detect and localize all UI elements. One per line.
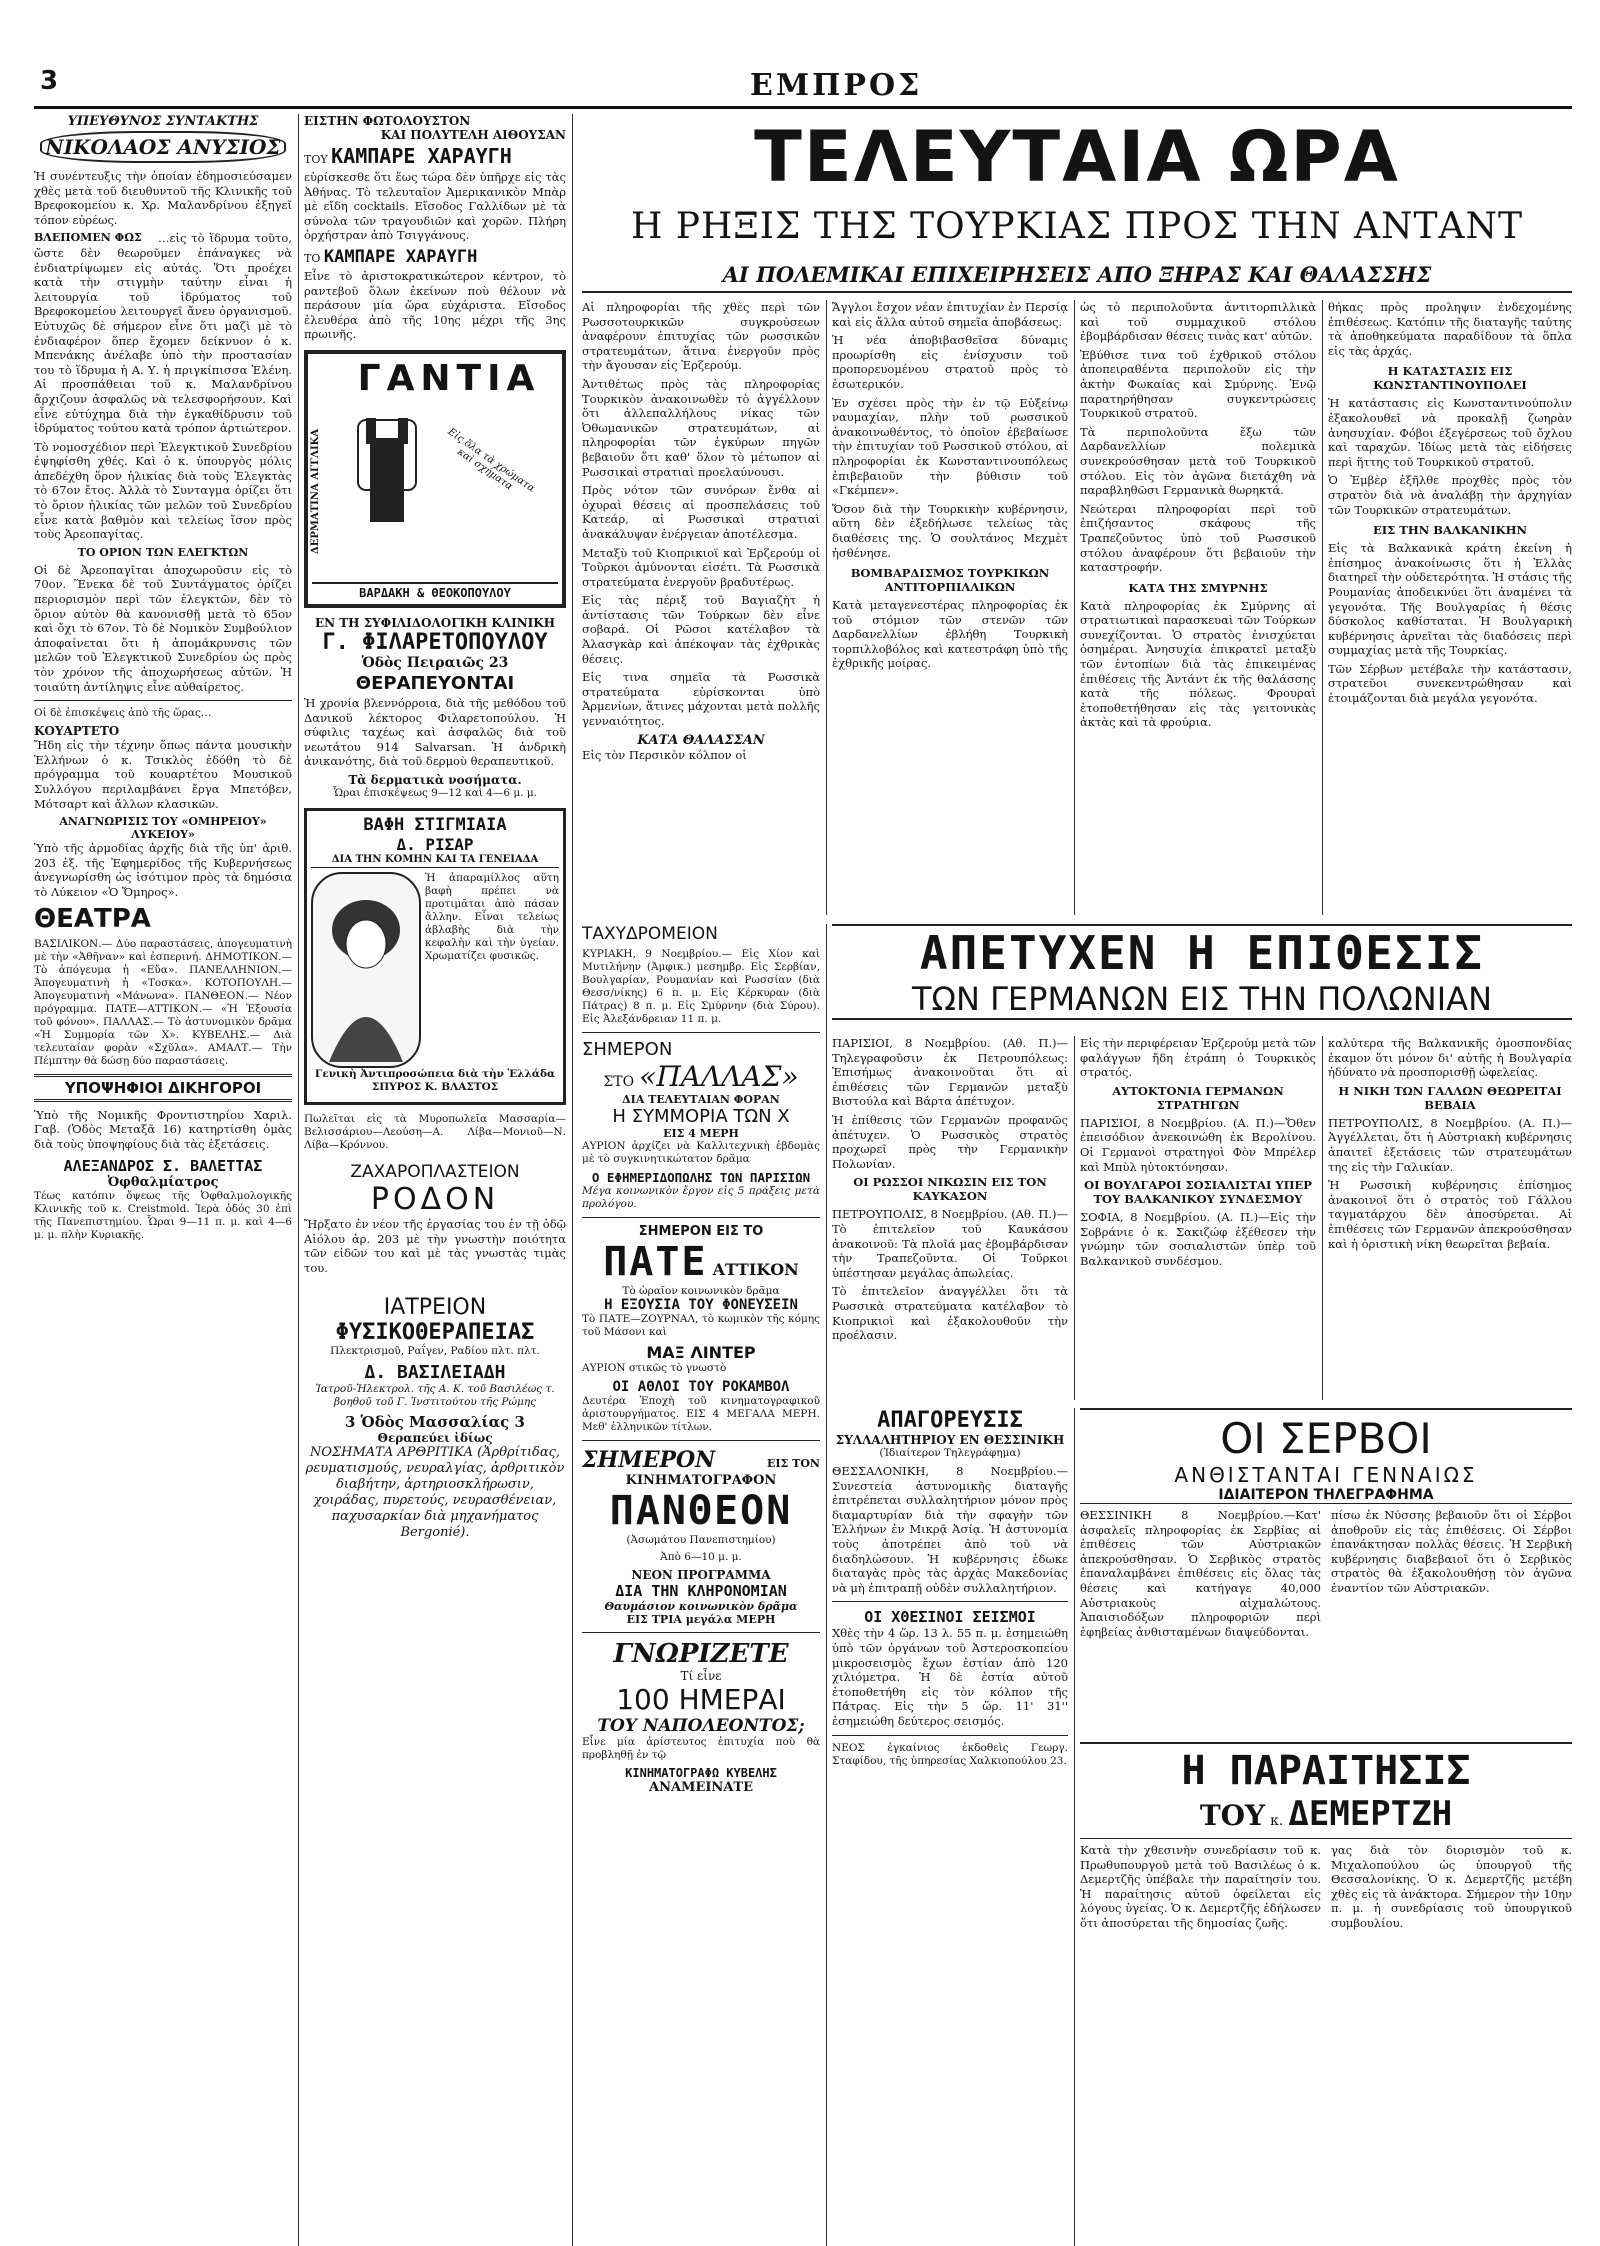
article-paragraph: πίσω ἐκ Νύσσης βεβαιοῦν ὅτι οἱ Σέρβοι ἀποθροῦν εἰς τὰς ἐπιθέσεις. Οἱ Σέρβοι ἐπανάκτησαν πολλὰς θέσεις. Ἡ Σερβικὴ κυβέρνησις διαβεβαιοῖ ὅτι ὁ Σερβικὸς στρατὸς θὰ ἐξακολουθήσῃ τὸν ἀγῶνα ἐναντίον τῶν Αὐστριακῶν. <box>1331 1508 1572 1595</box>
column-1 <box>34 114 292 2246</box>
clinic-electric: Τὰ δερματικὰ νοσήματα. <box>348 772 522 787</box>
napoleon-ad <box>582 1639 820 1795</box>
article-paragraph: Ἐν σχέσει πρὸς τὴν ἐν τῷ Εὐξείνῳ ναυμαχίαν, πλὴν τοῦ ρωσσικοῦ ἀνακοινωθέντος, τὸ ὁποῖον ἐβεβαίωσε τὴν ἐπιτυχίαν τοῦ Ρωσσικοῦ στόλου, αἱ πληροφορίαι ἐκ Κωνσταντινουπόλεως ἐπιβεβαιοῦν τὴν βύθισιν τοῦ «Γκέμπεν». <box>832 395 1068 498</box>
pantheon-program: ΝΕΟΝ ΠΡΟΓΡΑΜΜΑ <box>631 1568 771 1582</box>
resign-name-line <box>1080 1794 1572 1834</box>
pantheon-type: ΚΙΝΗΜΑΤΟΓΡΑΦΟΝ <box>625 1473 777 1488</box>
article-paragraph: Τὸ νομοσχέδιον περὶ Ἐλεγκτικοῦ Συνεδρίου ἐψηφίσθη χθές. Καὶ ὁ κ. ὑπουργὸς μόλις ἀπεδέχθη ὅρον ἡλικίας διὰ τοὺς Ἐλεγκτὰς τὸ 67ον ἔτος. Ἀλλὰ τὸ Συνταγμα ὁρίζει ὅτι τὸ ὅριον ἡλικίας τῶν μελῶν τοῦ Συνεδρίου εἶνε κατὰ βαθμὸν καὶ τελείως ἴσον πρὸς τοὺς Ἀρεοπαγίτας. <box>34 439 292 542</box>
section-heading: ΚΑΤΑ ΤΗΣ ΣΜΥΡΝΗΣ <box>1128 580 1268 595</box>
article-paragraph: Κατὰ πληροφορίας ἐκ Σμύρνης αἱ στρατιωτικαὶ παρασκευαὶ τῶν Τούρκων συνεχίζονται. Ὁ στρατὸς ἐνισχύεται ὁσημέραι. Ἀνησυχία ἐπικρατεῖ μεταξὺ τῶν ἐντοπίων διὰ τὰς ἐπικειμένας ἐπιθέσεις τῆς Ἀντάντ ἐκ τῆς θαλάσσης κατὰ τῆς πόλεως. Φρουραὶ ἐτοποθετήθησαν εἰς τὰς γειτονικὰς ἀκτὰς καὶ τὰ φρούρια. <box>1080 598 1316 730</box>
section-heading: ΟΙ ΒΟΥΛΓΑΡΟΙ ΣΟΣΙΑΛΙΣΤΑΙ ΥΠΕΡ ΤΟΥ ΒΑΛΚΑΝΙΚΟΥ ΣΥΝΔΕΣΜΟΥ <box>1084 1178 1312 1207</box>
cafe-name: ΡΟΔΟΝ <box>370 1181 500 1217</box>
column-divider <box>826 300 827 915</box>
candidates-heading: ΥΠΟΨΗΦΙΟΙ ΔΙΚΗΓΟΡΟΙ <box>34 1074 292 1102</box>
column-divider <box>1074 1036 1075 1400</box>
section-heading: ΑΥΤΟΚΤΟΝΙΑ ΓΕΡΜΑΝΩΝ ΣΤΡΑΤΗΓΩΝ <box>1112 1083 1284 1112</box>
side-heading: ΤΟ ΟΡΙΟΝ ΤΩΝ ΕΛΕΓΚΤΩΝ <box>77 545 249 559</box>
pallas-tomorrow: ΑΥΡΙΟΝ ἀρχίζει νὰ Καλλιτεχνικὴ ἐβδομὰς μὲ τὸ συγκινητικώτατον δρᾶμα <box>582 1140 820 1165</box>
serbs-columns <box>1080 1508 1572 1643</box>
quake-title: ΟΙ ΧΘΕΣΙΝΟΙ ΣΕΙΣΜΟΙ <box>864 1608 1036 1627</box>
physio-doctor: Δ. ΒΑΣΙΛΕΙΑΔΗ <box>364 1362 506 1384</box>
physio-list: ΝΟΣΗΜΑΤΑ ΑΡΘΡΙΤΙΚΑ (Ἀρθρίτιδας, ρευματισμούς, νευραλγίας, ἀρθριτικὸν διαβήτην, ἀρτηριοσκλήρωσιν, χοιράδας, πυρετούς, νευρασθένειαν, παχυσαρκίαν διὰ μηχανήματος Bergonié). <box>305 1445 565 1541</box>
divider <box>582 1632 820 1633</box>
pate-today: ΣΗΜΕΡΟΝ ΕΙΣ ΤΟ <box>638 1224 764 1239</box>
section-heading: ΚΟΥΑΡΤΕΤΟ <box>34 724 120 739</box>
pate-name-line <box>582 1239 820 1285</box>
cabaret-text: Εἶνε τὸ ἀριστοκρατικώτερον κέντρον, τὸ ραντεβοῦ ὅλων ἐκείνων ποὺ θέλουν νὰ περάσουν μία ὥρα εὐχάριστα. Εἴσοδος ἐλευθέρα ἀπὸ τῆς 10ης μέχρι τῆς 3ης πρωινῆς. <box>304 268 566 342</box>
pantheon-name: ΠΑΝΘΕΟΝ <box>609 1488 793 1534</box>
napoleon-footer2: ΑΝΑΜΕΙΝΑΤΕ <box>649 1780 753 1795</box>
cabaret-name: ΚΑΜΠΑΡΕ ΧΑΡΑΥΓΗ <box>323 246 478 267</box>
article-paragraph: ὡς τὸ περιπολοῦντα ἀντιτορπιλλικὰ καὶ τοῦ συμμαχικοῦ στόλου ἐβομβάρδισαν θέσεις τινὰς κατ' αὐτῶν. <box>1080 300 1316 344</box>
napoleon-title: ΓΝΩΡΙΖΕΤΕ <box>613 1639 789 1669</box>
pantheon-today: ΣΗΜΕΡΟΝ <box>582 1447 716 1473</box>
resign-initial: κ. <box>1270 1813 1284 1829</box>
napoleon-big: 100 ΗΜΕΡΑΙ <box>616 1683 786 1716</box>
pantheon-hours: Ἀπὸ 6—10 μ. μ. <box>660 1551 742 1563</box>
banner-headline: Η ΡΗΞΙΣ ΤΗΣ ΤΟΥΡΚΙΑΣ ΠΡΟΣ ΤΗΝ ΑΝΤΑΝΤ <box>630 206 1524 247</box>
apotyxen-line1: ΑΠΕΤΥΧΕΝ Η ΕΠΙΘΕΣΙΣ <box>919 926 1485 980</box>
column-3 <box>582 300 820 915</box>
pallas-prefix: ΣΤΟ <box>603 1074 635 1090</box>
article-paragraph: Ἐβύθισε τινα τοῦ ἐχθρικοῦ στόλου ἀποπειραθέντα περιπολοῦν εἰς τὴν ἀκτὴν Φωκαίας καὶ Σμύρνης. Ἐνῷ παρατηρήθησαν συγκεντρώσεις Τουρκικοῦ στρατοῦ. <box>1080 347 1316 421</box>
quake-text: Χθὲς τὴν 4 ὥρ. 13 λ. 55 π. μ. ἐσημειώθη ὑπὸ τῶν ὀργάνων τοῦ Ἀστεροσκοπείου μικροσεισμὸς ἔχων ἐστίαν ἀπὸ 120 χιλιόμετρα. Ἡ δὲ ἐστία αὐτοῦ ἐτοποθετήθη εἰς τὸν κόλπον τῆς Πάτρας. Εἰς τὴν 5 ὥρ. 11' 31'' ἐσημειώθη δεύτερος σεισμός. <box>832 1626 1068 1728</box>
cafe-title: ΖΑΧΑΡΟΠΛΑΣΤΕΙΟΝ <box>350 1161 520 1182</box>
column-divider <box>572 114 573 2246</box>
dye-footer: Γενικὴ Ἀντιπροσώπεια διὰ τὴν Ἑλλάδα ΣΠΥΡΟΣ Κ. ΒΛΑΣΤΟΣ <box>314 1067 556 1093</box>
pantheon-parts: ΕΙΣ ΤΡΙΑ μεγάλα ΜΕΡΗ <box>626 1613 776 1626</box>
editor-label: ΥΠΕΥΘΥΝΟΣ ΣΥΝΤΑΚΤΗΣ <box>67 114 259 129</box>
section-heading: Η ΚΑΤΑΣΤΑΣΙΣ ΕΙΣ ΚΩΝΣΤΑΝΤΙΝΟΥΠΟΛΕΙ <box>1373 364 1527 393</box>
column-5 <box>1080 300 1316 915</box>
clinic-address: Ὁδὸς Πειραιῶς 23 <box>361 654 509 671</box>
resign-subtitle: ΤΟΥ <box>1199 1799 1266 1832</box>
pate-max: ΜΑΞ ΛΙΝΤΕΡ <box>646 1343 756 1362</box>
article-paragraph: Εἰς τὰς πέριξ τοῦ Βαγιαζὴτ ἡ ἀντίστασις τῶν Τούρκων δὲν εἶνε σοβαρά. Οἱ Ρῶσοι κατέλαβον τὰ Ἀλασγκὰρ καὶ ἀπέκοψαν τὰς ἐχθρικὰς θέσεις. <box>582 593 820 666</box>
article-paragraph: Κατὰ τὴν χθεσινὴν συνεδρίασιν τοῦ κ. Πρωθυπουργοῦ μετὰ τοῦ Βασιλέως ὁ κ. Δεμερτζῆς ὑπέβαλε τὴν παραίτησίν του. Ἡ παραίτησις αὐτοῦ ὀφείλεται εἰς λόγους ὑγείας. Ὁ κ. Δεμερτζῆς ἐδήλωσεν ὅτι ἀποσύρεται τῆς δημοσίας ζωῆς. <box>1080 1843 1321 1930</box>
column-divider <box>1322 300 1323 915</box>
serbs-section <box>1080 1408 1572 1643</box>
clinic-name: Γ. ΦΙΛΑΡΕΤΟΠΟΥΛΟΥ <box>322 629 548 655</box>
article-paragraph: Οἱ δὲ Ἀρεοπαγῖται ἀποχωροῦσιν εἰς τὸ 70ον. Ἕνεκα δὲ τοῦ Συντάγματος ὁρίζει περιορισμὸν περὶ τῶν ἐλεγκτῶν, δὲν τὸ ὅριον αὐτὸν θὰ κανονισθῇ μετὰ τὸ 65ον καὶ ὄχι τὸ 67ον. Τὸ δὲ Νομικὸν Συμβούλιον ἀποφαίνεται ὅτι ἡ ἀπομάκρυνσις τῶν μελῶν τοῦ Ἐλεγκτικοῦ Συνεδρίου ὡς πρὸς τὸν χρόνον τῆς ἀποχωρήσεως αὐτῶν. Ἡ τοιαύτη ἀντίληψις εἶνε αὐθαίρετος. <box>34 562 292 694</box>
divider <box>582 1032 820 1033</box>
bottom-left-news <box>832 1408 1068 2246</box>
pate-name: ΠΑΤΕ <box>603 1239 708 1285</box>
article-paragraph: ΠΑΡΙΣΙΟΙ, 8 Νοεμβρίου. (Αθ. Π.)—Τηλεγραφοῦσιν ἐκ Πετρουπόλεως: Ἐπισήμως ἀνακοινοῦται ὅτι αἱ ἐπιθέσεις τῶν Γερμανῶν μεταξὺ Βιστούλα καὶ Βάρτα ἀπέτυχον. <box>832 1036 1068 1109</box>
physio-cures-label: Θεραπεύει ἰδίως <box>377 1431 493 1446</box>
ban-title: ΑΠΑΓΟΡΕΥΣΙΣ <box>877 1408 1023 1433</box>
dye-body <box>311 872 559 1068</box>
section-heading: ΟΙ ΡΩΣΣΟΙ ΝΙΚΩΣΙΝ ΕΙΣ ΤΟΝ ΚΑΥΚΑΣΟΝ <box>853 1175 1047 1204</box>
column-divider <box>1074 300 1075 915</box>
gloves-curve-text: Εἰς ὅλα τὰ χρώματα καὶ σχήματα <box>445 426 537 495</box>
column-5b <box>1080 1036 1316 1400</box>
clinic-hours: Ὧραι ἐπισκέψεως 9—12 καὶ 4—6 μ. μ. <box>332 786 538 799</box>
article-paragraph: Εἰς τὰ Βαλκανικὰ κράτη ἐκείνη ἡ ἐπίσημος ἀνακοίνωσις ὅτι ἡ Ἑλλὰς διατηρεῖ τὴν οὐδετερότητα. Ἡ στάσις τῆς Ρουμανίας ἀποδεικνύει ὅτι ἀναμένει τὰ γεγονότα. Τῆς Βουλγαρίας ἡ θέσις δύσκολος καθίσταται. Ἡ Βουλγαρικὴ κυβέρνησις ἀρνεῖται τὰς διαδόσεις περὶ συμμαχίας μετὰ τῆς Τουρκίας. <box>1328 541 1572 658</box>
article-paragraph: Εἰς τὸν Περσικὸν κόλπον οἱ <box>582 747 747 762</box>
theatres-heading: ΘΕΑΤΡΑ <box>34 903 151 934</box>
divider <box>582 1217 820 1218</box>
article-paragraph: Πρὸς νότον τῶν συνόρων ἔνθα αἱ ὀχυραὶ θέσεις αἱ προσπελάσεις τοῦ Κατεάρ, αἱ Ρωσσικαὶ στρατιαὶ ἀνακάλυψαν ἐνέργειαν ἀποτέλεσμα. <box>582 483 820 541</box>
cabaret-name-line-2 <box>304 247 566 267</box>
banner-title: ΤΕΛΕΥΤΑΙΑ ΩΡΑ <box>754 116 1400 198</box>
article-paragraph: Ἀντιθέτως πρὸς τὰς πληροφορίας Τουρκικὸν ἀνακοινωθὲν τὸ ἀγγέλλουν ὅτι ἀλλεπαλλήλους νίκας τῶν Ὀθωμανικῶν στρατευμάτων, αἱ πληροφορίαι τῶν ἐγκύρων πηγῶν βεβαιοῦν ὅτι καθ' ὅλον τὸ μέτωπον αἱ Ρωσσικαὶ στρατιαὶ προελαύνουσι. <box>582 376 820 479</box>
cabaret-label: ΕΙΣΤΗΝ ΦΩΤΟΛΟΥΣΤΟΝ <box>304 114 471 128</box>
banner-subhead: ΑΙ ΠΟΛΕΜΙΚΑΙ ΕΠΙΧΕΙΡΗΣΕΙΣ ΑΠΟ ΞΗΡΑΣ ΚΑΙ ΘΑΛΑΣΣΗΣ <box>582 262 1572 293</box>
article-paragraph: θήκας πρὸς προληψιν ἐνδεχομένης ἐπιθέσεως. Κατόπιν τῆς διαταγῆς ταύτης τὰ ἀποθηκεύματα παραδίδουν τὰ ὅπλα εἰς τὰς ἀρχάς. <box>1328 300 1572 358</box>
quake-footer: ΝΕΟΣ ἐγκαίνιος ἐκδοθεὶς Γεωργ. Σταφίδου, τῆς ὑπηρεσίας Χαλκιοπούλου 23. <box>832 1741 1068 1767</box>
gloves-side: ΔΕΡΜΑΤΙΝΑ ΑΓΓΛΙΚΑ <box>310 428 321 554</box>
ban-source: (Ἰδιαίτερον Τηλεγράφημα) <box>879 1447 1021 1459</box>
article-paragraph: ΠΕΤΡΟΥΠΟΛΙΣ, 8 Νοεμβρίου. (Α. Π.)—Ἀγγέλλεται, ὅτι ἡ Αὐστριακὴ κυβέρνησις ἀπαιτεῖ ἐξετάσεις τῶν στρατευμάτων της εἰς τὴν Γαλικίαν. <box>1328 1115 1572 1174</box>
article-paragraph: καλύτερα τῆς Βαλκανικῆς ὁμοσπονδίας ἐκαμον ὅτι μόνον δι' αὐτῆς ἡ Βουλγαρία ἠδύνατο νὰ προσπορισθῇ ὠφελείας. <box>1328 1036 1572 1080</box>
pate-film2: ΟΙ ΑΘΛΟΙ ΤΟΥ ΡΟΚΑΜΒΟΛ <box>612 1379 790 1395</box>
column-2 <box>304 114 566 2246</box>
dye-text: Ἡ ἀπαραμίλλος αὕτη βαφὴ πρέπει νὰ προτιμᾶται ἀπὸ πάσαν ἄλλην. Εἶναι τελείως ἀβλαβὴς διὰ τὴν κεφαλὴν καὶ τὴν ὑγείαν. Χρωματίζει φυσικῶς. <box>425 871 559 962</box>
entertainment-column <box>582 924 820 2246</box>
column-divider <box>1074 1408 1075 2246</box>
gloves-footer: ΒΑΡΔΑΚΗ & ΘΕΟΚΟΠΟΥΛΟΥ <box>312 582 558 600</box>
clinic-text: Ἡ χρονία βλεννόρροια, διὰ τῆς μεθόδου τοῦ Δανικοῦ λέκτορος Φιλαρετοπούλου. Ἡ σύφιλις ταχέως καὶ ἀσφαλῶς διὰ τοῦ νεωτάτου 914 Salvarsan. Ἡ ἀνδρικὴ ἀνικανότης, διὰ τοῦ δερμοὺ θεραπευτικοῦ. <box>304 695 566 769</box>
pallas-today: ΣΗΜΕΡΟΝ <box>582 1039 673 1060</box>
pate-film2-desc: Δευτέρα Ἐποχὴ τοῦ κινηματογραφικοῦ ἀριστουργήματος. ΕΙΣ 4 ΜΕΓΑΛΑ ΜΕΡΗ. Μεθ' ἑλληνικῶν τίτλων. <box>582 1395 820 1433</box>
valettas-text: Τέως κατόπιν ὄψεως τῆς Ὀφθαλμολογικῆς Κλινικῆς τοῦ κ. Creistmold. Ἱερὰ ὁδός 30 ἐπὶ τῆς Πανεπιστημίου. Ὧραι 9—11 π. μ. καὶ 4—6 μ. μ. πλὴν Κυριακῆς. <box>34 1190 292 1242</box>
section-heading: ΚΑΤΑ ΘΑΛΑΣΣΑΝ <box>637 732 765 748</box>
napoleon-sub2: ΤΟΥ ΝΑΠΟΛΕΟΝΤΟΣ; <box>597 1716 805 1736</box>
article-paragraph: Εἰς τὴν περιφέρειαν Ἐρζερούμ μετὰ τῶν φαλάγγων ἤδη ἐτράπη ὁ Τουρκικὸς στρατός. <box>1080 1036 1316 1080</box>
pate-sub: ΑΤΤΙΚΟΝ <box>712 1260 799 1279</box>
article-paragraph: Ἡ ἐπίθεσις τῶν Γερμανῶν προφανῶς ἀπέτυχεν. Ὁ Ρωσσικὸς στρατὸς προχωρεῖ πρὸς τὴν Γερμανικὴν Πολωνίαν. <box>832 1112 1068 1171</box>
masthead-name: ΕΜΠΡΟΣ <box>750 68 923 103</box>
resign-title: Η ΠΑΡΑΙΤΗΣΙΣ <box>1080 1742 1572 1794</box>
pallas-parts: ΕΙΣ 4 ΜΕΡΗ <box>663 1127 739 1140</box>
article-paragraph: Τὸ ἐπιτελεῖον ἀναγγέλλει ὅτι τὰ Ρωσσικὰ στρατεύματα κατέλαβον τὸ Κιοπρικιοὶ καὶ ἐξακολουθοῦν τὴν προέλασιν. <box>832 1284 1068 1343</box>
dye-brand: Δ. ΡΙΣΑΡ <box>396 834 474 854</box>
editor-name: ΝΙΚΟΛΑΟΣ ΑΝΥΣΙΟΣ <box>40 131 286 163</box>
dye-title: ΒΑΦΗ ΣΤΙΓΜΙΑΙΑ <box>363 814 507 835</box>
valettas-title: Ὀφθαλμίατρος <box>107 1175 219 1191</box>
gloves-title: ΓΑΝΤΙΑ <box>357 357 541 399</box>
ban-text: ΘΕΣΣΑΛΟΝΙΚΗ, 8 Νοεμβρίου.—Συνεστεία ἀστυνομικῆς διαταγῆς ἐπιτρέπεται συλλαλητήριον μόνον πρὸς διαμαρτυρίαν διὰ τὴν σφαγὴν τῶν Ἑλλήνων ἐν Μικρᾷ Ἀσίᾳ. Ἡ ἀστυνομία τοὺς ἀποτρέπει ἀπὸ τοῦ νὰ διαδηλώσουν. Ἡ κυβέρνησις ἐδωκε διαταγὰς πρὸς τὰς ἀρχὰς Μακεδονίας νὰ μὴ ἐπιτραπῇ οὐδὲν συλλαλητήριον. <box>832 1464 1068 1595</box>
article-paragraph: Μεταξὺ τοῦ Κιοπρικιοϊ καὶ Ἐρζερούμ οἱ Τοῦρκοι ἀμύνονται εἰσέτι. Τὰ Ρωσσικὰ στρατεύματα ἐνεργοῦν βραδυτέρως. <box>582 545 820 589</box>
mail-text: ΚΥΡΙΑΚΗ, 9 Νοεμβρίου.— Εἰς Χίον καὶ Μυτιλήνην (Ἀμφικ.) μεσημβρ. Εἰς Σερβίαν, Βουλγαρίαν, Ρουμανίαν καὶ Ρωσσίαν (διὰ Θεσσ/νίκης) 6 π. μ. Εἰς Κέρκυραν (διὰ Πάτρας) 8 π. μ. Εἰς Σμύρνην (διὰ Σύρου). Εἰς Ἀλεξάνδρειαν 11 π. μ. <box>582 948 820 1025</box>
dye-shops: Πωλεῖται εἰς τὰ Μυροπωλεῖα Μασσαρία—Βελισσάριου—Λεούση—Α. Λίβα—Μονιοῦ—Ν. Λίβα—Κρόννου. <box>304 1112 566 1151</box>
glove-icon <box>352 416 422 526</box>
article-paragraph: Ὁ Ἐμβὲρ ἐξῆλθε προχθὲς πρὸς τὸν στρατὸν διὰ νὰ ἀναλάβῃ τὴν ἀρχηγίαν τῶν Τουρκικῶν στρατευμάτων. <box>1328 473 1572 517</box>
resign-columns <box>1080 1838 1572 1935</box>
article-paragraph: Οἱ δὲ ἐπισκέψεις ἀπὸ τῆς ὥρας… <box>34 707 212 720</box>
napoleon-text: Εἶνε μία ἀρίστευτος ἐπιτυχία ποὺ θὰ προβληθῇ ἐν τῷ <box>582 1736 820 1761</box>
article-paragraph: ΠΑΡΙΣΙΟΙ, 8 Νοεμβρίου. (Α. Π.)—Ὄθεν ἐπεισόδιον ἀνεκοινώθη ἐκ Βερολίνου. Οἱ Γερμανοὶ στρατηγοὶ Φὸν Μπρέλερ καὶ Μπὺλ ηὐτοκτόνησαν. <box>1080 1115 1316 1174</box>
article-paragraph: Ἄγγλοι ἔσχον νέαν ἐπιτυχίαν ἐν Περσίᾳ καὶ εἰς ἄλλα αὐτοῦ σημεῖα ἀποβάσεως. <box>832 300 1068 329</box>
pallas-film2-desc: Μέγα κοινωνικὸν ἔργον εἰς 5 πράξεις μετὰ προλόγου. <box>582 1185 820 1210</box>
napoleon-sub: Τί εἶνε <box>680 1669 722 1683</box>
newspaper-page <box>34 0 1572 2246</box>
dye-sub: ΔΙΑ ΤΗΝ ΚΟΜΗΝ ΚΑΙ ΤΑ ΓΕΝΕΙΑΔΑ <box>311 854 559 868</box>
column-divider <box>298 114 299 2246</box>
article-paragraph: γας διὰ τὸν διορισμὸν τοῦ κ. Μιχαλοπούλου ὡς ὑπουργοῦ τῆς Θεσσαλονίκης. Ὁ κ. Δεμερτζῆς μετέβη χθὲς εἰς τὰ ἀνάκτορα. Σήμερον τὴν 10ην π. μ. ἡ συνεδρίασις τοῦ ὑπουργικοῦ συμβουλίου. <box>1331 1843 1572 1930</box>
pallas-film2: Ο ΕΦΗΜΕΡΙΔΟΠΩΛΗΣ ΤΩΝ ΠΑΡΙΣΙΩΝ <box>591 1170 811 1185</box>
article-paragraph: ΠΕΤΡΟΥΠΟΛΙΣ, 8 Νοεμβρίου. (Αθ. Π.)—Τὸ ἐπιτελεῖον τοῦ Καυκάσου ἀνακοινοῦ: Τὰ πλοῖά μας ἐβομβάρδισαν τὴν Τραπεζοῦντα. Οἱ Τοῦρκοι ὑπέστησαν μεγάλας ἀπωλείας. <box>832 1207 1068 1280</box>
divider <box>832 1601 1068 1602</box>
article-paragraph: Αἱ πληροφορίαι τῆς χθὲς περὶ τῶν Ρωσσοτουρκικῶν συγκρούσεων ἀναφέρουν ἐπιτυχίας τῶν ρωσσικῶν στρατευμάτων, ἅτινα ἐνεργοῦν πρὸς τὴν ἄγουσαν εἰς Ἐρζερούμ. <box>582 300 820 373</box>
cabaret-sub: ΚΑΙ ΠΟΛΥΤΕΛΗ ΑΙΘΟΥΣΑΝ <box>380 128 566 142</box>
hair-dye-ad <box>304 808 566 1105</box>
cabaret-text: εὑρίσκεσθε ὅτι ἕως τώρα δὲν ὑπῆρχε εἰς τὰς Ἀθήνας. Τὸ τελευταῖον Ἀμερικανικὸν Μπὰρ μὲ εἴδη cocktails. Εἴσοδος Γαλλίδων μὲ τὰ σύνολα τῶν τραγουδιῶν καὶ χορῶν. Πλήρη ὀρχήστραν ἀπὸ Τσιγγάνους. <box>304 170 566 243</box>
article-paragraph: Τῶν Σέρβων μετέβαλε τὴν κατάστασιν, στρατεῦοι συνεκεντρώθησαν καὶ ἑτοιμάζονται διὰ μεγάλα γεγονότα. <box>1328 661 1572 706</box>
article-paragraph: Ἡ νέα ἀποβιβασθεῖσα δύναμις προωρίσθη εἰς ἐνίσχυσιν τοῦ προπορευομένου στρατοῦ πρὸς τὸ ἐσωτερικόν. <box>832 333 1068 391</box>
divider <box>832 1735 1068 1736</box>
article-paragraph: Ἡ Ρωσσικὴ κυβέρνησις ἐπίσημος ἀνακοινοῖ ὅτι ὁ στρατὸς τοῦ Γάλλου ταγματάρχου δὲν ἀποσύρεται. Αἱ ἐπιθέσεις τῶν Γερμανῶν ἀπεκρούσθησαν καὶ ἡ ὁριστικὴ νίκη θεωρεῖται βεβαία. <box>1328 1178 1572 1251</box>
woman-portrait-icon <box>311 872 421 1068</box>
apotyxen-line2: ΤΩΝ ΓΕΡΜΑΝΩΝ ΕΙΣ ΤΗΝ ΠΟΛΩΝΙΑΝ <box>911 980 1492 1018</box>
divider <box>34 700 292 701</box>
article-paragraph: Ὑπὸ τῆς Νομικῆς Φροντιστηρίου Χαριλ. Γαβ. (Ὁδὸς Μεταξᾶ 16) κατηρτίσθη ὁμὰς διὰ τοὺς ὑποψηφίους διὰ τὰς ἐξετάσεις. <box>34 1107 292 1151</box>
mail-title: ΤΑΧΥΔΡΟΜΕΙΟΝ <box>582 924 718 944</box>
masthead-rule <box>34 106 1572 109</box>
physio-credentials: Ἰατροῦ-Ἠλεκτρολ. τῆς Α. Κ. τοῦ Βασιλέως τ. βοηθοῦ τοῦ Γ. Ἰνστιτούτου τῆς Ρώμης <box>315 1383 555 1409</box>
article-paragraph: Ἤδη εἰς τὴν τέχνην ὅπως πάντα μουσικὴν Ἑλλήνων ὁ κ. Τσικλὸς ἐδόθη τὸ δὲ πρόγραμμα τοῦ κουαρτέτου Μουσικοῦ Συλλόγου περιλαμβάνει ἔργα Μπετόβεν, Μότσαρτ καὶ ἄλλων κλασικῶν. <box>34 738 292 811</box>
physio-title: ΙΑΤΡΕΙΟΝ <box>383 1295 487 1321</box>
pallas-film: Η ΣΥΜΜΟΡΙΑ ΤΩΝ Χ <box>612 1106 790 1127</box>
pallas-line1: ΔΙΑ ΤΕΛΕΥΤΑΙΑΝ ΦΟΡΑΝ <box>622 1093 780 1106</box>
pantheon-top <box>582 1447 820 1473</box>
page-number: 3 <box>40 66 59 96</box>
cabaret-name: ΚΑΜΠΑΡΕ ΧΑΡΑΥΓΗ <box>331 144 512 168</box>
valettas-name: ΑΛΕΞΑΝΔΡΟΣ Σ. ΒΑΛΕΤΤΑΣ <box>63 1157 263 1176</box>
serbs-subtitle: ΑΝΘΙΣΤΑΝΤΑΙ ΓΕΝΝΑΙΩΣ <box>1174 1463 1478 1487</box>
article-paragraph: Ἡ κατάστασις εἰς Κωνσταντινούπολιν ἐξακολουθεῖ νὰ προκαλῇ ζωηρὰν ἀνησυχίαν. Φόβοι ἐξεγέρσεως τοῦ ὄχλου καὶ ταραχῶν. Ἰδίως μετὰ τὰς εἰδήσεις περὶ ἥττης τοῦ Τουρκικοῦ στρατοῦ. <box>1328 396 1572 469</box>
pate-ad <box>582 1224 820 1434</box>
cabaret-name-line <box>304 144 566 168</box>
section-heading: ΑΝΑΓΝΩΡΙΣΙΣ ΤΟΥ «ΟΜΗΡΕΙΟΥ» ΛΥΚΕΙΟΥ» <box>59 815 267 842</box>
side-heading: ΒΛΕΠΟΜΕΝ ΦΩΣ <box>34 231 142 245</box>
pallas-ad <box>582 1039 820 1211</box>
physio-sub: Πλεκτρισμοῦ, Ραΐγεν, Ραδίου πλτ. πλτ. <box>330 1345 540 1358</box>
gloves-ad <box>304 350 566 608</box>
column-6 <box>1328 300 1572 915</box>
article-paragraph: Τὰ περιπολοῦντα ἔξω τῶν Δαρδανελλίων πολεμικὰ συνεκρούσθησαν μετὰ τοῦ Τουρκικοῦ στόλου. Εἰς τὸν ἀγῶνα διετάχθη νὰ παραβληθῶσι Γερμανικὰ θωρηκτά. <box>1080 424 1316 498</box>
apotyxen-banner <box>832 924 1572 1020</box>
cabaret-prefix: ΤΟ <box>304 251 321 265</box>
cabaret-prefix: ΤΟΥ <box>304 153 328 166</box>
article-paragraph: Εἰς τινα σημεῖα τὰ Ρωσσικὰ στρατεύματα εὑρίσκονται ὑπὸ Ἀρμενίων, ἅτινες μάχονται μετὰ πολλῆς γενναιότητος. <box>582 670 820 729</box>
physio-address: 3 Ὁδὸς Μασσαλίας 3 <box>345 1413 525 1432</box>
serbs-source: ΙΔΙΑΙΤΕΡΟΝ ΤΗΛΕΓΡΑΦΗΜΑ <box>1080 1487 1572 1504</box>
section-heading: Η ΝΙΚΗ ΤΩΝ ΓΑΛΛΩΝ ΘΕΩΡΕΙΤΑΙ ΒΕΒΑΙΑ <box>1338 1083 1562 1112</box>
column-6b <box>1328 1036 1572 1400</box>
pantheon-address: (Ἀσωμάτου Πανεπιστημίου) <box>626 1534 776 1546</box>
clinic-label: ΕΝ ΤΗ ΣΥΦΙΛΙΔΟΛΟΓΙΚΗ ΚΛΙΝΙΚΗ <box>314 615 556 630</box>
article-paragraph: ΣΟΦΙΑ, 8 Νοεμβρίου. (Α. Π.)—Εἰς τὴν Σοβράνιε ὁ κ. Σακιζώφ ἐξέθεσεν τὴν γνώμην τῶν σοσιαλιστῶν ὑπὲρ τοῦ Βαλκανικοῦ συνδέσμου. <box>1080 1210 1316 1268</box>
pate-tomorrow: ΑΥΡΙΟΝ στικῶς τὸ γνωστὸ <box>582 1362 727 1374</box>
cafe-text: Ἤρξατο ἐν νέον τῆς ἐργασίας του ἐν τῇ ὁδῷ Αἰόλου ἀρ. 203 μὲ τὴν γνωστὴν ποιότητα τῶν εἰδῶν του καὶ μὲ τὰς γνωστὰς τιμὰς του. <box>304 1216 566 1275</box>
column-4 <box>832 300 1068 915</box>
clinic-heading: ΘΕΡΑΠΕΥΟΝΤΑΙ <box>355 672 515 694</box>
column-divider <box>1322 1036 1323 1400</box>
pate-line: Τὸ ΠΑΤΕ—ΖΟΥΡΝΑΛ, τὸ κωμικὸν τῆς κόμης τοῦ Μάσονι καὶ <box>582 1313 820 1338</box>
pallas-venue: «ΠΑΛΛΑΣ» <box>639 1060 799 1093</box>
article-paragraph: Κατὰ μεταγενεστέρας πληροφορίας ἐκ τοῦ στόμιον τῶν στενῶν τῶν Δαρδανελλίων ἐβλήθη Τουρκικὴ τορπιλλοβόλος καὶ κατεστράφη ὑπὸ τῆς ἐχθρικῆς μοίρας. <box>832 598 1068 671</box>
serbs-title: ΟΙ ΣΕΡΒΟΙ <box>1080 1408 1572 1463</box>
article-paragraph: Ὅσον διὰ τὴν Τουρκικὴν κυβέρνησιν, αὕτη δὲν ἐξεδήλωσε τελείως τὰς διαθέσεις της. Ὁ σουλτάνος Μεχμὲτ ἠσθένησε. <box>832 501 1068 560</box>
article-paragraph: ΘΕΣΣΙΝΙΚΗ 8 Νοεμβρίου.—Κατ' ἀσφαλεῖς πληροφορίας ἐκ Σερβίας αἱ ἐπιθέσεις τῶν Αὐστριακῶν ἀπεκρούσθησαν. Ὁ Σερβικὸς στρατὸς ἐπαναλαμβάνει ἐπιθέσεις εἰς ὅλας τὰς θέσεις καὶ κατήγαγε 40,000 Αὐστριακοὺς αἰχμαλώτους. Ἀπαισιοδόξων πληροφοριῶν περὶ ἐφηβείας ἀνθισταμένων διαψεύδονται. <box>1080 1508 1321 1639</box>
pantheon-desc: Θαυμάσιον κοινωνικὸν δρᾶμα <box>604 1600 798 1613</box>
column-4b <box>832 1036 1068 1400</box>
column-divider <box>826 924 827 2246</box>
resignation-section <box>1080 1742 1572 1935</box>
section-heading: ΒΟΜΒΑΡΔΙΣΜΟΣ ΤΟΥΡΚΙΚΩΝ ΑΝΤΙΤΟΡΠΙΛΛΙΚΩΝ <box>850 566 1050 595</box>
divider <box>582 1440 820 1441</box>
physio-name: ΦΥΣΙΚΟΘΕΡΑΠΕΙΑΣ <box>335 1320 535 1346</box>
pate-film: Η ΕΞΟΥΣΙΑ ΤΟΥ ΦΟΝΕΥΣΕΙΝ <box>604 1297 798 1313</box>
pantheon-film: ΔΙΑ ΤΗΝ ΚΛΗΡΟΝΟΜΙΑΝ <box>615 1582 787 1600</box>
article-paragraph: …εἰς τὸ ἵδρυμα τοῦτο, ὥστε δὲν θεωροῦμεν ἐπάναγκες νὰ ἐνδιατρίψωμεν εἰς αὐτάς. Ὅτι προέχει κατὰ τὴν στιγμὴν ταύτην εἶναι ἡ λειτουργία τοῦ ἱδρύματος τοῦ Βρεφοκομείου λειτουργεῖ ἄνευ ὀργανισμοῦ. Εὐτυχῶς δὲ σήμερον εἶνε ὅτι μαζὶ μὲ τὸ ἐνδιαφέρον ὅπερ ἔχομεν δείκνυον ὁ κ. Μπενάκης ἀνέλαβε ὑπὸ τὴν προστασίαν του τὸ ἵδρυμα ἡ Α. Υ. ἡ πριγκίπισσα Ἑλένη. Αἱ προσπάθειαι τοῦ κ. Μαλανδρίνου ἄρχιζουν ἀσφαλῶς νὰ τελεσφορήσουν. Καὶ εἶνε εὐτύχημα διὰ τὴν ἐγκαθίδρυσιν τοῦ ἱδρύματος τούτου κατὰ τρόπον ἀρτιώτερον. <box>34 231 292 436</box>
section-heading: ΕΙΣ ΤΗΝ ΒΑΛΚΑΝΙΚΗΝ <box>1373 523 1527 538</box>
theatres-listing: ΒΑΣΙΛΙΚΟΝ.— Δύο παραστάσεις, ἀπογευματινὴ μὲ τὴν «Ἀθῆναν» καὶ ἐσπερινή. ΔΗΜΟΤΙΚΟΝ.— Τὸ ἀπόγευμα ἡ «Εὔα». ΠΑΝΕΛΛΗΝΙΟΝ.— Ἀπογευματινὴ ἡ «Τοσκα». ΚΟΤΟΠΟΥΛΗ.— Ἀπογευματινὴ «Μάνωνα». ΠΑΝΘΕΟΝ.— Νέον πρόγραμμα. ΠΑΤΕ—ΑΤΤΙΚΟΝ.— «Ἡ Ἐξουσία τοῦ φόνου». ΠΑΛΛΑΣ.— Τὸ ἀστυνομικὸν δρᾶμα «Ἡ Συμμορία τῶν Χ». ΚΥΒΕΛΗΣ.— Διὰ τελευταίαν φορὰν «Σχῦλα». ΑΜΑΛΤ.— Τὴν Πέμπτην θὰ δώσῃ δύο παραστάσεις. <box>34 937 292 1067</box>
article-paragraph: Ὑπὸ τῆς ἀρμοδίας ἀρχῆς διὰ τῆς ὑπ' ἀριθ. 203 ἐξ. τῆς Ἐφημερίδος τῆς Κυβερνήσεως ἀνεγνωρίσθη ὡς ἰσότιμον πρὸς τὰ δημόσια τὸ Λύκειον «Ὁ Ὅμηρος». <box>34 841 292 899</box>
article-paragraph: Νεώτεραι πληροφορίαι περὶ τοῦ ἐπιζήσαντος σκάφους τῆς Τραπεζοῦντος ὑπὸ τοῦ Ρωσσικοῦ στόλου ἀναφέρουν ὅτι βεβαιοῦν τὴν καταστροφήν. <box>1080 501 1316 575</box>
napoleon-footer1: ΚΙΝΗΜΑΤΟΓΡΑΦΩ ΚΥΒΕΛΗΣ <box>625 1766 777 1780</box>
pantheon-ad <box>582 1447 820 1626</box>
pantheon-today-sub: ΕΙΣ ΤΟΝ <box>767 1457 820 1470</box>
pallas-venue-line <box>582 1060 820 1093</box>
resign-name: ΔΕΜΕΡΤΖΗ <box>1288 1794 1453 1834</box>
pate-desc: Τὸ ὡραῖον κοινωνικὸν δρᾶμα <box>622 1285 780 1297</box>
ban-subtitle: ΣΥΛΛΑΛΗΤΗΡΙΟΥ ΕΝ ΘΕΣΣΙΝΙΚΗ <box>835 1433 1065 1447</box>
article-paragraph: Ἡ συνέντευξις τὴν ὁποίαν ἐδημοσιεύσαμεν χθὲς μετὰ τοῦ διευθυντοῦ τῆς Κλινικῆς τοῦ Βρεφοκομείου κ. Χρ. Μαλανδρίνου ἐξηγεῖ τόπον εὐρέως. <box>34 169 292 227</box>
